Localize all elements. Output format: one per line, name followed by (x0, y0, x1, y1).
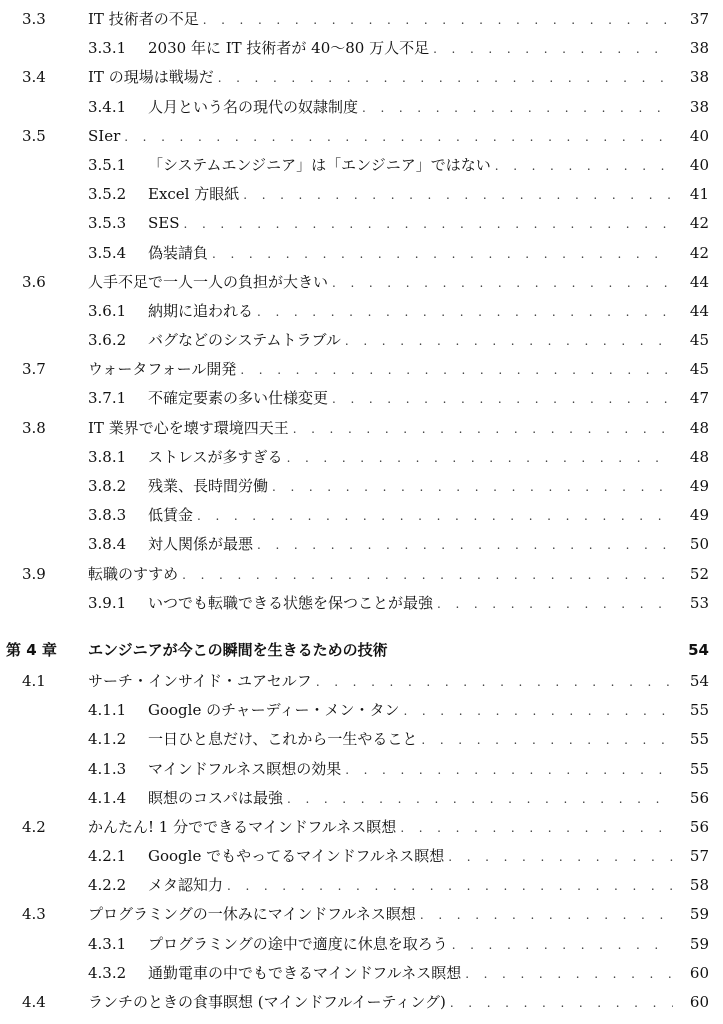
entry-title: 2030 年に IT 技術者が 40〜80 万人不足 (148, 34, 433, 63)
entry-title-wrap (148, 725, 709, 755)
toc-chapter-entry[interactable] (0, 634, 723, 667)
dot-leader (437, 590, 673, 619)
dot-leader (433, 35, 673, 64)
entry-title-wrap (148, 589, 709, 619)
entry-title: Google のチャーディー・メン・タン (148, 696, 403, 725)
dot-leader (203, 6, 673, 35)
dot-leader (316, 668, 673, 697)
dot-leader (465, 960, 673, 989)
toc-subsection-entry[interactable] (0, 871, 723, 900)
dot-leader (332, 269, 673, 298)
entry-page-number: 48 (689, 418, 709, 437)
entry-page-number: 44 (689, 301, 709, 320)
dot-leader (421, 726, 673, 755)
dot-leader (243, 181, 673, 210)
entry-number: 4.3 (22, 905, 46, 924)
toc-section-entry[interactable] (0, 813, 723, 842)
entry-title: プログラミングの途中で適度に休息を取ろう (148, 930, 452, 959)
entry-title: 偽装請負 (148, 239, 212, 268)
dot-leader (403, 697, 673, 726)
entry-page-number: 47 (689, 389, 709, 408)
entry-title: プログラミングの一休みにマインドフルネス瞑想 (88, 900, 420, 929)
entry-number: 3.8.2 (88, 477, 127, 495)
toc-subsection-entry[interactable] (0, 443, 723, 472)
entry-title-wrap (88, 813, 709, 843)
entry-page-number: 38 (689, 39, 709, 58)
entry-title: ランチのときの食事瞑想 (マインドフルイーティング) (88, 988, 450, 1017)
entry-title-wrap (88, 5, 709, 35)
entry-page-number: 58 (689, 876, 709, 895)
dot-leader (287, 785, 673, 814)
entry-page-number: 42 (689, 214, 709, 233)
entry-title: 人手不足で一人一人の負担が大きい (88, 268, 332, 297)
toc-section-entry[interactable] (0, 988, 723, 1017)
entry-number: 3.3.1 (88, 39, 127, 58)
entry-page-number: 60 (689, 963, 709, 982)
entry-number: 4.3.2 (88, 963, 127, 982)
entry-page-number: 57 (689, 847, 709, 866)
entry-title-wrap (88, 63, 709, 93)
entry-title: メタ認知力 (148, 871, 227, 900)
entry-title: 低賃金 (148, 501, 197, 530)
entry-title: IT の現場は戦場だ (88, 63, 218, 92)
entry-number: 3.7.1 (88, 389, 127, 408)
entry-number: 4.1 (22, 671, 46, 690)
entry-page-number: 45 (689, 331, 709, 350)
entry-title-wrap (148, 530, 709, 560)
toc-section-entry[interactable] (0, 63, 723, 92)
toc-section-entry[interactable] (0, 268, 723, 297)
entry-title: 一日ひと息だけ、これから一生やること (148, 725, 421, 754)
entry-page-number: 52 (689, 564, 709, 583)
entry-number: 3.8.1 (88, 447, 127, 466)
toc-section-entry[interactable] (0, 5, 723, 34)
dot-leader (448, 843, 673, 872)
entry-title-wrap (148, 930, 709, 960)
dot-leader (495, 152, 673, 181)
toc-section-entry[interactable] (0, 900, 723, 929)
entry-page-number: 54 (689, 671, 709, 690)
entry-title-wrap (148, 34, 709, 64)
toc-subsection-entry[interactable] (0, 93, 723, 122)
entry-number: 3.6.1 (88, 301, 127, 320)
entry-page-number: 45 (689, 360, 709, 379)
entry-number: 4.4 (22, 993, 46, 1011)
entry-page-number: 38 (689, 97, 709, 116)
entry-number: 3.5.2 (88, 185, 127, 204)
entry-title-wrap (148, 384, 709, 414)
entry-page-number: 42 (689, 243, 709, 262)
entry-page-number: 56 (689, 817, 709, 836)
entry-title-wrap (88, 268, 709, 298)
dot-leader (124, 123, 673, 152)
toc-subsection-entry[interactable] (0, 725, 723, 754)
entry-number: 4.1.2 (88, 730, 127, 749)
toc-subsection-entry[interactable] (0, 472, 723, 501)
entry-title-wrap (88, 667, 709, 697)
entry-number: 4.1.1 (88, 701, 127, 720)
entry-page-number: 44 (689, 272, 709, 291)
entry-title: 残業、長時間労働 (148, 472, 272, 501)
entry-title-wrap (148, 326, 709, 356)
entry-title-wrap (148, 239, 709, 269)
toc-subsection-entry[interactable] (0, 209, 723, 238)
toc-section-entry[interactable] (0, 560, 723, 589)
entry-title: サーチ・インサイド・ユアセルフ (88, 667, 316, 696)
entry-title-wrap (148, 472, 709, 502)
dot-leader (240, 356, 673, 385)
entry-title-wrap (148, 784, 709, 814)
entry-page-number: 56 (689, 788, 709, 807)
entry-number: 3.4.1 (88, 97, 127, 116)
entry-number: 3.8 (22, 418, 46, 437)
entry-page-number: 37 (689, 10, 709, 28)
entry-title: 通勤電車の中でもできるマインドフルネス瞑想 (148, 959, 465, 988)
entry-title-wrap (148, 180, 709, 210)
entry-title: 不確定要素の多い仕様変更 (148, 384, 332, 413)
entry-title-wrap (88, 414, 709, 444)
entry-title: いつでも転職できる状態を保つことが最強 (148, 589, 437, 618)
entry-number: 3.5.3 (88, 214, 127, 233)
entry-title: ウォータフォール開発 (88, 355, 240, 384)
entry-page-number: 49 (689, 477, 709, 495)
entry-number: 3.5 (22, 126, 46, 145)
entry-page-number: 40 (689, 126, 709, 145)
toc-group-chapter-3 (0, 5, 723, 618)
entry-number: 3.9 (22, 564, 46, 583)
dot-leader (287, 444, 673, 473)
toc-group-chapter-4 (0, 667, 723, 1017)
entry-page-number: 60 (689, 993, 709, 1011)
entry-title-wrap (148, 443, 709, 473)
toc-subsection-entry[interactable] (0, 589, 723, 618)
dot-leader (257, 531, 673, 560)
entry-page-number: 59 (689, 905, 709, 924)
chapter-title: エンジニアが今この瞬間を生きるための技術 (88, 640, 388, 659)
dot-leader (197, 502, 673, 531)
toc-subsection-entry[interactable] (0, 842, 723, 871)
entry-number: 3.3 (22, 10, 46, 28)
entry-title-wrap (148, 871, 709, 901)
toc-section-entry[interactable] (0, 414, 723, 443)
toc-subsection-entry[interactable] (0, 530, 723, 559)
entry-page-number: 53 (689, 593, 709, 612)
entry-title: ストレスが多すぎる (148, 443, 287, 472)
dot-leader (345, 327, 673, 356)
entry-title: Google でもやってるマインドフルネス瞑想 (148, 842, 448, 871)
entry-title: マインドフルネス瞑想の効果 (148, 755, 345, 784)
entry-page-number: 48 (689, 447, 709, 466)
entry-title-wrap (148, 842, 709, 872)
entry-title: 「システムエンジニア」は「エンジニア」ではない (148, 151, 495, 180)
toc-section-entry[interactable] (0, 667, 723, 696)
dot-leader (272, 473, 673, 502)
entry-number: 3.5.4 (88, 243, 127, 262)
entry-page-number: 38 (689, 68, 709, 87)
dot-leader (293, 415, 673, 444)
toc-subsection-entry[interactable] (0, 34, 723, 63)
entry-title: 転職のすすめ (88, 560, 182, 589)
dot-leader (452, 931, 673, 960)
dot-leader (362, 94, 673, 123)
dot-leader (218, 64, 673, 93)
toc-subsection-entry[interactable] (0, 501, 723, 530)
entry-number: 4.2.2 (88, 876, 127, 895)
entry-page-number: 59 (689, 934, 709, 953)
toc-subsection-entry[interactable] (0, 696, 723, 725)
entry-title: IT 技術者の不足 (88, 5, 203, 34)
entry-title-wrap (88, 122, 709, 152)
dot-leader (345, 756, 673, 785)
dot-leader (212, 240, 673, 269)
dot-leader (400, 814, 673, 843)
entry-number: 3.8.4 (88, 535, 127, 554)
entry-number: 3.4 (22, 68, 46, 87)
entry-title-wrap (88, 988, 709, 1018)
entry-page-number: 55 (689, 759, 709, 778)
entry-number: 4.1.3 (88, 759, 127, 778)
toc-subsection-entry[interactable] (0, 297, 723, 326)
entry-number: 4.2 (22, 817, 46, 836)
entry-title-wrap (88, 355, 709, 385)
toc-subsection-entry[interactable] (0, 784, 723, 813)
entry-title: 納期に追われる (148, 297, 257, 326)
entry-title-wrap (148, 959, 709, 989)
dot-leader (227, 872, 673, 901)
dot-leader (332, 385, 673, 414)
toc-subsection-entry[interactable] (0, 930, 723, 959)
toc-subsection-entry[interactable] (0, 326, 723, 355)
dot-leader (450, 989, 673, 1018)
dot-leader (420, 901, 673, 930)
entry-title-wrap (88, 560, 709, 590)
entry-title: 瞑想のコスパは最強 (148, 784, 287, 813)
entry-number: 3.8.3 (88, 506, 127, 525)
chapter-page-number: 54 (688, 640, 709, 659)
table-of-contents (0, 5, 723, 1017)
entry-title: SES (148, 209, 184, 238)
entry-title: 対人関係が最悪 (148, 530, 257, 559)
entry-title-wrap (88, 900, 709, 930)
entry-title: 人月という名の現代の奴隷制度 (148, 93, 362, 122)
entry-number: 3.9.1 (88, 593, 127, 612)
dot-leader (182, 561, 673, 590)
toc-subsection-entry[interactable] (0, 180, 723, 209)
entry-number: 3.6.2 (88, 331, 127, 350)
entry-title-wrap (148, 209, 709, 239)
entry-number: 4.2.1 (88, 847, 127, 866)
entry-page-number: 40 (689, 155, 709, 174)
chapter-number: 第 4 章 (6, 640, 57, 659)
entry-page-number: 55 (689, 701, 709, 720)
entry-title-wrap (148, 93, 709, 123)
toc-section-entry[interactable] (0, 355, 723, 384)
toc-subsection-entry[interactable] (0, 239, 723, 268)
entry-page-number: 55 (689, 730, 709, 749)
entry-title: SIer (88, 122, 124, 151)
entry-title: IT 業界で心を壊す環境四天王 (88, 414, 293, 443)
toc-subsection-entry[interactable] (0, 151, 723, 180)
toc-section-entry[interactable] (0, 122, 723, 151)
entry-title-wrap (148, 501, 709, 531)
dot-leader (257, 298, 673, 327)
entry-title-wrap (148, 297, 709, 327)
toc-subsection-entry[interactable] (0, 755, 723, 784)
entry-page-number: 41 (689, 185, 709, 204)
entry-page-number: 49 (689, 506, 709, 525)
entry-title: かんたん! 1 分でできるマインドフルネス瞑想 (88, 813, 400, 842)
entry-title-wrap (148, 696, 709, 726)
entry-title-wrap (148, 151, 709, 181)
entry-number: 4.3.1 (88, 934, 127, 953)
entry-page-number: 50 (689, 535, 709, 554)
entry-title: Excel 方眼紙 (148, 180, 243, 209)
dot-leader (184, 210, 673, 239)
entry-number: 3.7 (22, 360, 46, 379)
chapter-title-wrap (88, 634, 709, 668)
entry-number: 4.1.4 (88, 788, 127, 807)
entry-number: 3.5.1 (88, 155, 127, 174)
entry-title: バグなどのシステムトラブル (148, 326, 345, 355)
entry-number: 3.6 (22, 272, 46, 291)
toc-subsection-entry[interactable] (0, 384, 723, 413)
entry-title-wrap (148, 755, 709, 785)
toc-subsection-entry[interactable] (0, 959, 723, 988)
